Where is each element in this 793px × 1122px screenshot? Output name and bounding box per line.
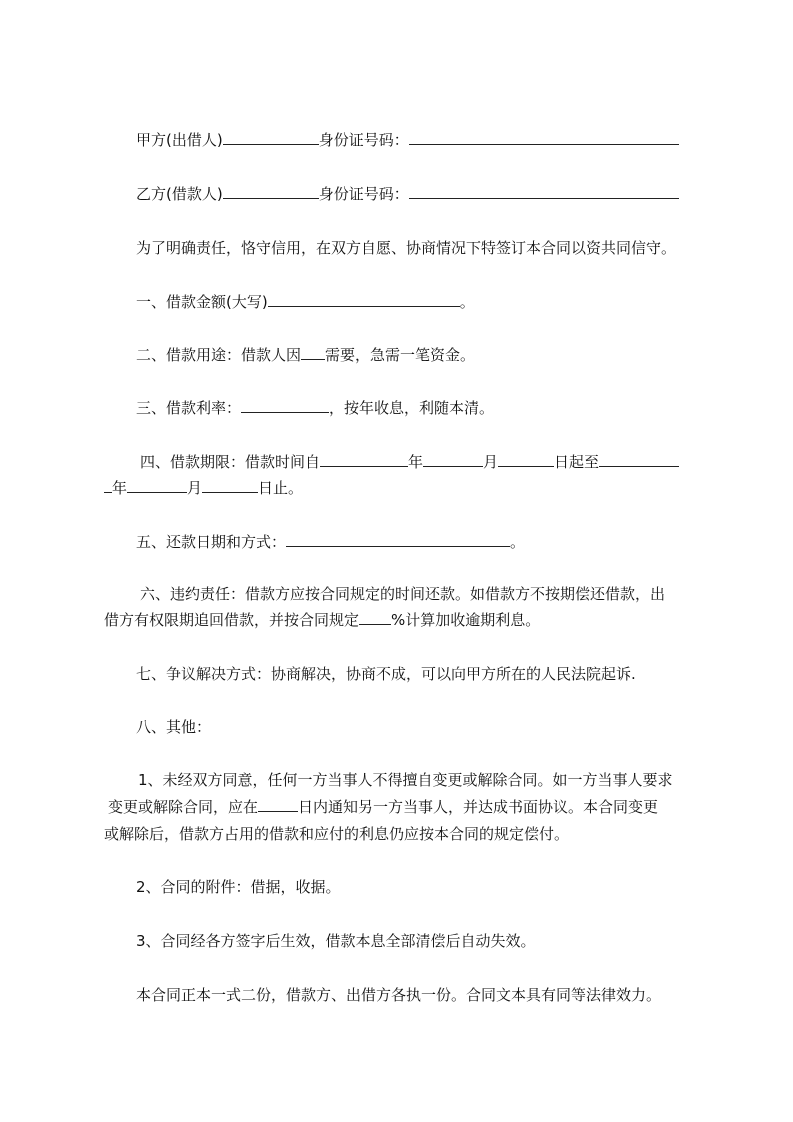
end-month-blank xyxy=(127,478,187,493)
item-1-line-3: 或解除后，借款方占用的借款和应付的利息仍应按本合同的规定偿付。 xyxy=(104,825,570,843)
clause-4-term-line-2 xyxy=(104,478,303,498)
item-1-line-2 xyxy=(108,797,658,817)
clause-1-prefix: 一、借款金额(大写) xyxy=(136,293,268,311)
clause-3-prefix: 三、借款利率： xyxy=(136,399,242,417)
item-3-effective: 3、合同经各方签字后生效，借款本息全部清偿后自动失效。 xyxy=(136,932,536,950)
item-1-line-1: 1、未经双方同意，任何一方当事人不得擅自变更或解除合同。如一方当事人要求 xyxy=(138,771,673,789)
preamble: 为了明确责任，恪守信用，在双方自愿、协商情况下特签订本合同以资共同信守。 xyxy=(136,239,677,257)
start-year-blank xyxy=(320,452,408,467)
clause-5-prefix: 五、还款日期和方式： xyxy=(136,533,287,551)
party-b-id-blank xyxy=(409,184,679,199)
party-a-name-blank xyxy=(223,130,319,145)
item-1-suffix: 日内通知另一方当事人，并达成书面协议。本合同变更 xyxy=(298,798,659,816)
clause-4-until: 日止。 xyxy=(258,479,304,497)
party-a-id-label: 身份证号码： xyxy=(318,131,409,149)
clause-6-prefix: 借方有权限期追回借款，并按合同规定 xyxy=(104,611,360,629)
closing-statement: 本合同正本一式二份，借款方、出借方各执一份。合同文本具有同等法律效力。 xyxy=(136,986,662,1004)
clause-4-term-line-1 xyxy=(140,452,679,472)
end-year-blank-a xyxy=(599,452,679,467)
clause-5-suffix: 。 xyxy=(510,533,526,551)
clause-7-dispute: 七、争议解决方式：协商解决，协商不成，可以向甲方所在的人民法院起诉. xyxy=(136,665,636,683)
party-b-line xyxy=(136,184,679,204)
start-day-blank xyxy=(498,452,554,467)
clause-3-rate xyxy=(136,398,494,418)
party-b-name-blank xyxy=(223,184,319,199)
end-year-blank-b xyxy=(104,478,112,493)
notice-days-blank xyxy=(258,797,298,812)
clause-1-suffix: 。 xyxy=(459,293,475,311)
party-b-label: 乙方(借款人) xyxy=(136,185,223,203)
clause-2-suffix: 需要，急需一笔资金。 xyxy=(325,346,476,364)
start-month-blank xyxy=(423,452,483,467)
clause-4-month: 月 xyxy=(483,453,499,471)
penalty-rate-blank xyxy=(359,610,391,625)
party-a-id-blank xyxy=(409,130,679,145)
party-a-label: 甲方(出借人) xyxy=(136,131,223,149)
item-2-attachments: 2、合同的附件：借据，收据。 xyxy=(136,878,341,896)
clause-6-line-2 xyxy=(104,610,540,630)
party-b-id-label: 身份证号码： xyxy=(318,185,409,203)
end-day-blank xyxy=(202,478,258,493)
clause-6-suffix: %计算加收逾期利息。 xyxy=(391,611,541,629)
clause-4-month-2: 月 xyxy=(187,479,203,497)
clause-5-repayment xyxy=(136,532,525,552)
repayment-blank xyxy=(286,532,510,547)
clause-4-prefix: 四、借款期限：借款时间自 xyxy=(140,453,321,471)
clause-4-from: 日起至 xyxy=(554,453,600,471)
clause-4-year-2: 年 xyxy=(112,479,128,497)
clause-6-line-1: 六、违约责任：借款方应按合同规定的时间还款。如借款方不按期偿还借款，出 xyxy=(140,585,666,603)
clause-4-year: 年 xyxy=(408,453,424,471)
clause-3-suffix: ，按年收息，利随本清。 xyxy=(329,399,495,417)
item-1-prefix: 变更或解除合同，应在 xyxy=(108,798,259,816)
rate-blank xyxy=(241,398,329,413)
clause-2-purpose xyxy=(136,345,475,365)
purpose-blank xyxy=(301,345,325,360)
amount-blank xyxy=(268,292,460,307)
clause-1-amount xyxy=(136,292,475,312)
clause-8-other: 八、其他： xyxy=(136,718,212,736)
party-a-line xyxy=(136,130,679,150)
clause-2-prefix: 二、借款用途：借款人因 xyxy=(136,346,302,364)
